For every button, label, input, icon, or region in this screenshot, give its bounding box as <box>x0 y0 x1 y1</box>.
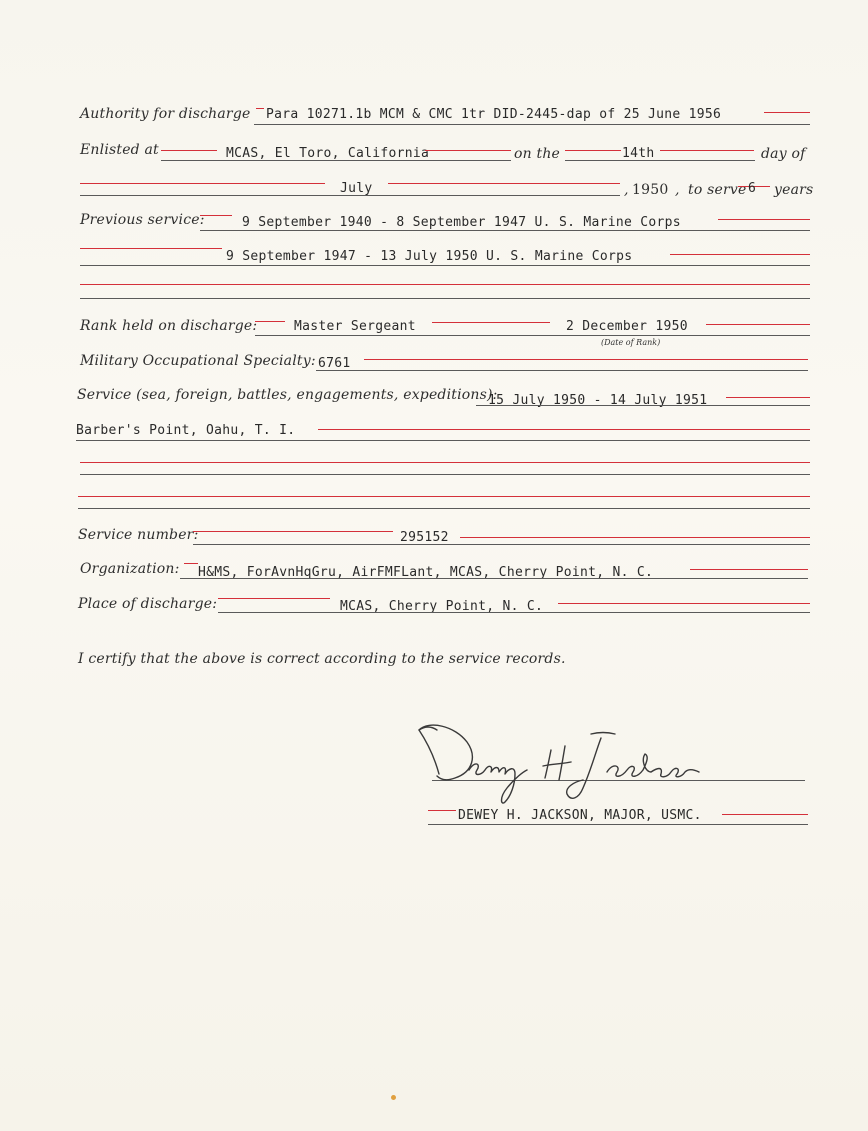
rank-value: Master Sergeant <box>294 319 416 334</box>
service-number-label: Service number: <box>78 527 199 543</box>
rank-date: 2 December 1950 <box>566 319 688 334</box>
previous-service-2: 9 September 1947 - 13 July 1950 U. S. Marine Corps <box>226 249 633 264</box>
previous-service-1: 9 September 1940 - 8 September 1947 U. S. Marine Corps <box>242 215 681 230</box>
date-of-rank-label: (Date of Rank) <box>601 338 661 347</box>
on-the-label: on the <box>514 146 561 162</box>
signature-image <box>415 712 705 807</box>
authority-value: Para 10271.1b MCM & CMC 1tr DID-2445-dap of 25 June 1956 <box>266 107 722 122</box>
previous-service-label: Previous service: <box>80 212 205 228</box>
authority-label: Authority for discharge <box>80 106 251 122</box>
place-value: MCAS, Cherry Point, N. C. <box>340 599 544 614</box>
service-value-2: Barber's Point, Oahu, T. I. <box>76 423 296 438</box>
rank-label: Rank held on discharge: <box>80 318 258 334</box>
enlisted-month: July <box>340 181 373 196</box>
enlisted-label: Enlisted at <box>80 142 159 158</box>
to-serve-label: to serve <box>688 182 747 198</box>
service-value-1: 15 July 1950 - 14 July 1951 <box>488 393 708 408</box>
mos-value: 6761 <box>318 356 351 371</box>
day-of-label: day of <box>761 146 806 162</box>
enlisted-year: 1950 <box>632 182 669 198</box>
certify-text: I certify that the above is correct according to the service records. <box>78 651 566 667</box>
organization-value: H&MS, ForAvnHqGru, AirFMFLant, MCAS, Cherry Point, N. C. <box>198 565 654 580</box>
organization-label: Organization: <box>80 561 180 577</box>
enlisted-day: 14th <box>622 146 655 161</box>
mos-label: Military Occupational Specialty: <box>80 353 316 369</box>
paper-mark <box>391 1095 396 1100</box>
enlisted-place: MCAS, El Toro, California <box>226 146 430 161</box>
discharge-form-page: Authority for discharge Para 10271.1b MCM & CMC 1tr DID-2445-dap of 25 June 1956 Enlisted at MCAS, El Toro, California on the 14th day of July , 1950 , to serve 6 years Previous service: 9 September 1940 - 8 September 1947 U. S. Marine Corps 9 September 1947 - 13 July 1950 U. S. Marine Corps Rank held on discharge: Master Sergeant 2 December 1950 (Date of Rank) Military Occupational Specialty: 6761 Service (sea, foreign, battles, engagements, expeditions): 15 July 1950 - 14 July 1951 Barber's Point, Oahu, T. I. Service number: 295152 Organization: H&MS, ForAvnHqGru, AirFMFLant, MCAS, Cherry Point, N. C. Place of discharge: MCAS, Cherry Point, N. C. I certify that the above is correct according to the service records. DEWEY H. JACKSON, MAJOR, USMC. <box>0 0 868 1131</box>
service-label: Service (sea, foreign, battles, engagements, expeditions): <box>77 387 498 403</box>
signer-name: DEWEY H. JACKSON, MAJOR, USMC. <box>458 808 702 823</box>
service-number-value: 295152 <box>400 530 449 545</box>
serve-years: 6 <box>748 181 757 196</box>
years-label: years <box>774 182 814 198</box>
place-label: Place of discharge: <box>78 596 218 612</box>
